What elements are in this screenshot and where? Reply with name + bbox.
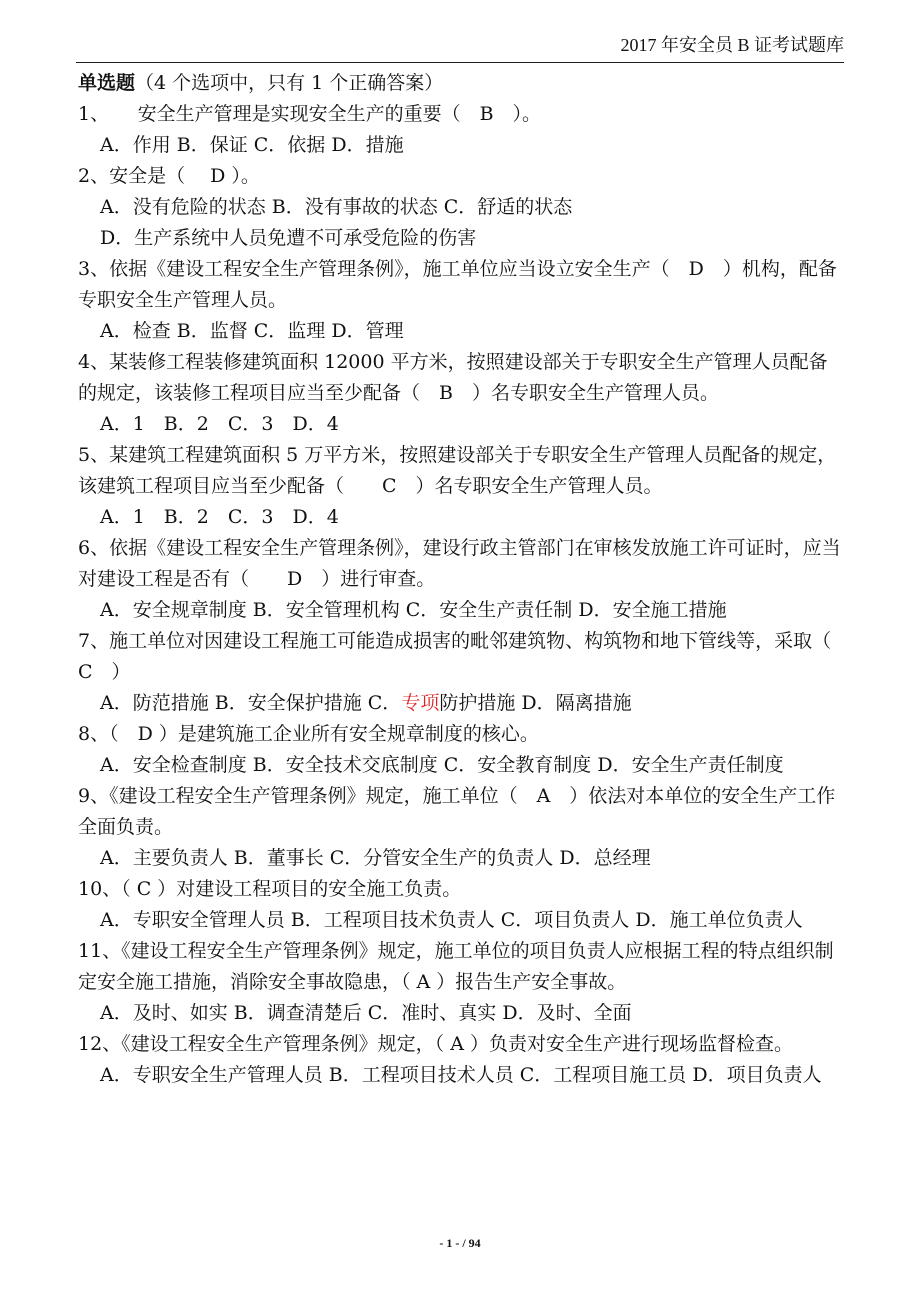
question-7-highlight: 专项	[401, 692, 440, 714]
question-12-stem: 12、《建设工程安全生产管理条例》规定，（ A ）负责对安全生产进行现场监督检查。	[78, 1033, 793, 1055]
question-1-stem: 1、 安全生产管理是实现安全生产的重要（ B ）。	[78, 103, 542, 125]
question-5-options: A．1 B．2 C．3 D．4	[100, 506, 339, 528]
question-7-options-after: 防护措施 D．隔离措施	[439, 692, 632, 714]
question-12-options: A．专职安全生产管理人员 B．工程项目技术人员 C．工程项目施工员 D．项目负责人	[100, 1064, 822, 1086]
question-3-options: A．检查 B．监督 C．监理 D．管理	[100, 320, 404, 342]
section-heading	[78, 68, 842, 99]
question-4-options: A．1 B．2 C．3 D．4	[100, 413, 339, 435]
question-2-options: A．没有危险的状态 B．没有事故的状态 C．舒适的状态	[100, 196, 573, 218]
question-4-stem: 4、某装修工程装修建筑面积 12000 平方米，按照建设部关于专职安全生产管理人员配备的规定，该装修工程项目应当至少配备（ B ）名专职安全生产管理人员。	[78, 351, 828, 404]
page-number: - 1 - / 94	[439, 1236, 481, 1250]
question-2-options-cont: D．生产系统中人员免遭不可承受危险的伤害	[100, 227, 477, 249]
question-6-stem: 6、依据《建设工程安全生产管理条例》，建设行政主管部门在审核发放施工许可证时，应当对建设工程是否有（ D ）进行审查。	[78, 537, 841, 590]
question-7-options	[78, 688, 842, 719]
question-10-stem: 10、（ C ）对建设工程项目的安全施工负责。	[78, 878, 462, 900]
question-9-options: A．主要负责人 B．董事长 C．分管安全生产的负责人 D．总经理	[100, 847, 651, 869]
question-11-options: A．及时、如实 B．调查清楚后 C．准时、真实 D．及时、全面	[100, 1002, 632, 1024]
question-8-stem: 8、（ D ）是建筑施工企业所有安全规章制度的核心。	[78, 723, 539, 745]
question-3-stem: 3、依据《建设工程安全生产管理条例》，施工单位应当设立安全生产（ D ）机构，配备专职安全生产管理人员。	[78, 258, 837, 311]
question-10-options: A．专职安全管理人员 B．工程项目技术负责人 C．项目负责人 D．施工单位负责人	[100, 909, 803, 931]
question-1-options: A．作用 B．保证 C．依据 D．措施	[100, 134, 404, 156]
question-7-stem: 7、施工单位对因建设工程施工可能造成损害的毗邻建筑物、构筑物和地下管线等，采取（ C ）	[78, 630, 851, 683]
document-body	[78, 68, 851, 1091]
question-5-stem: 5、某建筑工程建筑面积 5 万平方米，按照建设部关于专职安全生产管理人员配备的规定，该建筑工程项目应当至少配备（ C ）名专职安全生产管理人员。	[78, 444, 837, 497]
header-title: 2017 年安全员 B 证考试题库	[620, 35, 844, 55]
section-note: （4 个选项中，只有 1 个正确答案）	[135, 72, 444, 94]
question-9-stem: 9、《建设工程安全生产管理条例》规定，施工单位（ A ）依法对本单位的安全生产工作全面负责。	[78, 785, 836, 838]
section-title: 单选题	[78, 72, 136, 94]
question-8-options: A．安全检查制度 B．安全技术交底制度 C．安全教育制度 D．安全生产责任制度	[100, 754, 784, 776]
question-7-options-before: A．防范措施 B．安全保护措施 C．	[100, 692, 402, 714]
question-2-stem: 2、安全是（ D ）。	[78, 165, 260, 187]
question-6-options: A．安全规章制度 B．安全管理机构 C．安全生产责任制 D．安全施工措施	[100, 599, 727, 621]
page-header	[76, 30, 844, 63]
question-11-stem: 11、《建设工程安全生产管理条例》规定，施工单位的项目负责人应根据工程的特点组织制定安全施工措施，消除安全事故隐患，（ A ）报告生产安全事故。	[78, 940, 834, 993]
